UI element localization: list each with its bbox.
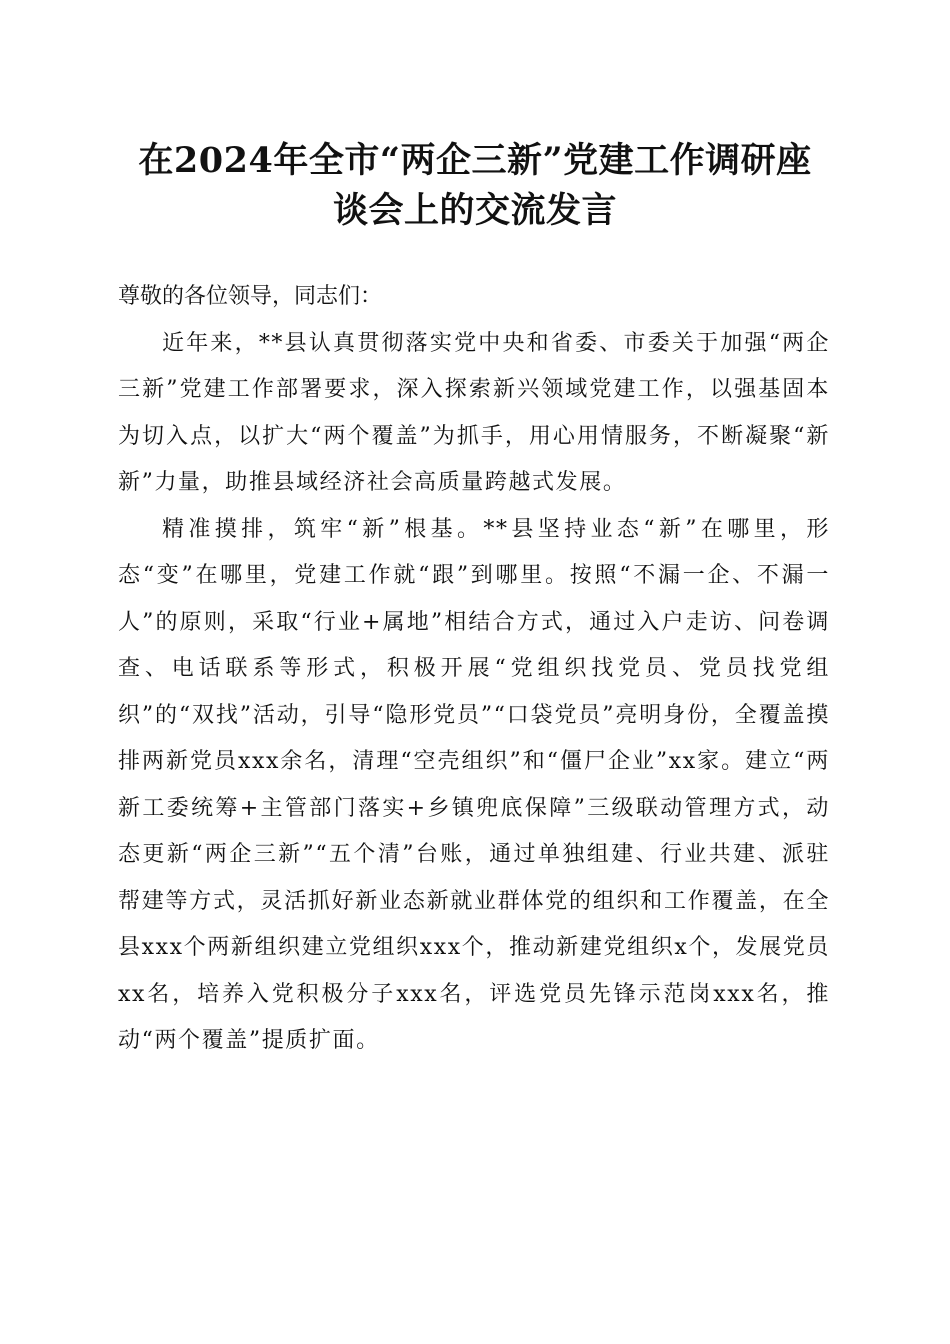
paragraph-precise-survey: 精准摸排，筑牢“新”根基。**县坚持业态“新”在哪里，形态“变”在哪里，党建工作就“跟”到哪里。按照“不漏一企、不漏一人”的原则，采取“行业+属地”相结合方式，通过入户走访、问卷调查、电话联系等形式，积极开展“党组织找党员、党员找党组织”的“双找”活动，引导“隐形党员”“口袋党员”亮明身份，全覆盖摸排两新党员xxx余名，清理“空壳组织”和“僵尸企业”xx家。建立“两新工委统筹+主管部门落实+乡镇兜底保障”三级联动管理方式，动态更新“两企三新”“五个清”台账，通过单独组建、行业共建、派驻帮建等方式，灵活抓好新业态新就业群体党的组织和工作覆盖，在全县xxx个两新组织建立党组织xxx个，推动新建党组织x个，发展党员xx名，培养入党积极分子xxx名，评选党员先锋示范岗xxx名，推动“两个覆盖”提质扩面。 bbox=[118, 516, 830, 1053]
paragraph-intro: 近年来，**县认真贯彻落实党中央和省委、市委关于加强“两企三新”党建工作部署要求，深入探索新兴领域党建工作，以强基固本为切入点，以扩大“两个覆盖”为抓手，用心用情服务，不断凝聚“新新”力量，助推县域经济社会高质量跨越式发展。 bbox=[118, 330, 830, 495]
document-body bbox=[118, 274, 830, 1065]
document-title bbox=[110, 136, 840, 236]
title-line-2: 谈会上的交流发言 bbox=[332, 190, 617, 231]
salutation: 尊敬的各位领导，同志们： bbox=[118, 284, 383, 309]
title-line-1: 在2024年全市“两企三新”党建工作调研座 bbox=[138, 140, 812, 181]
